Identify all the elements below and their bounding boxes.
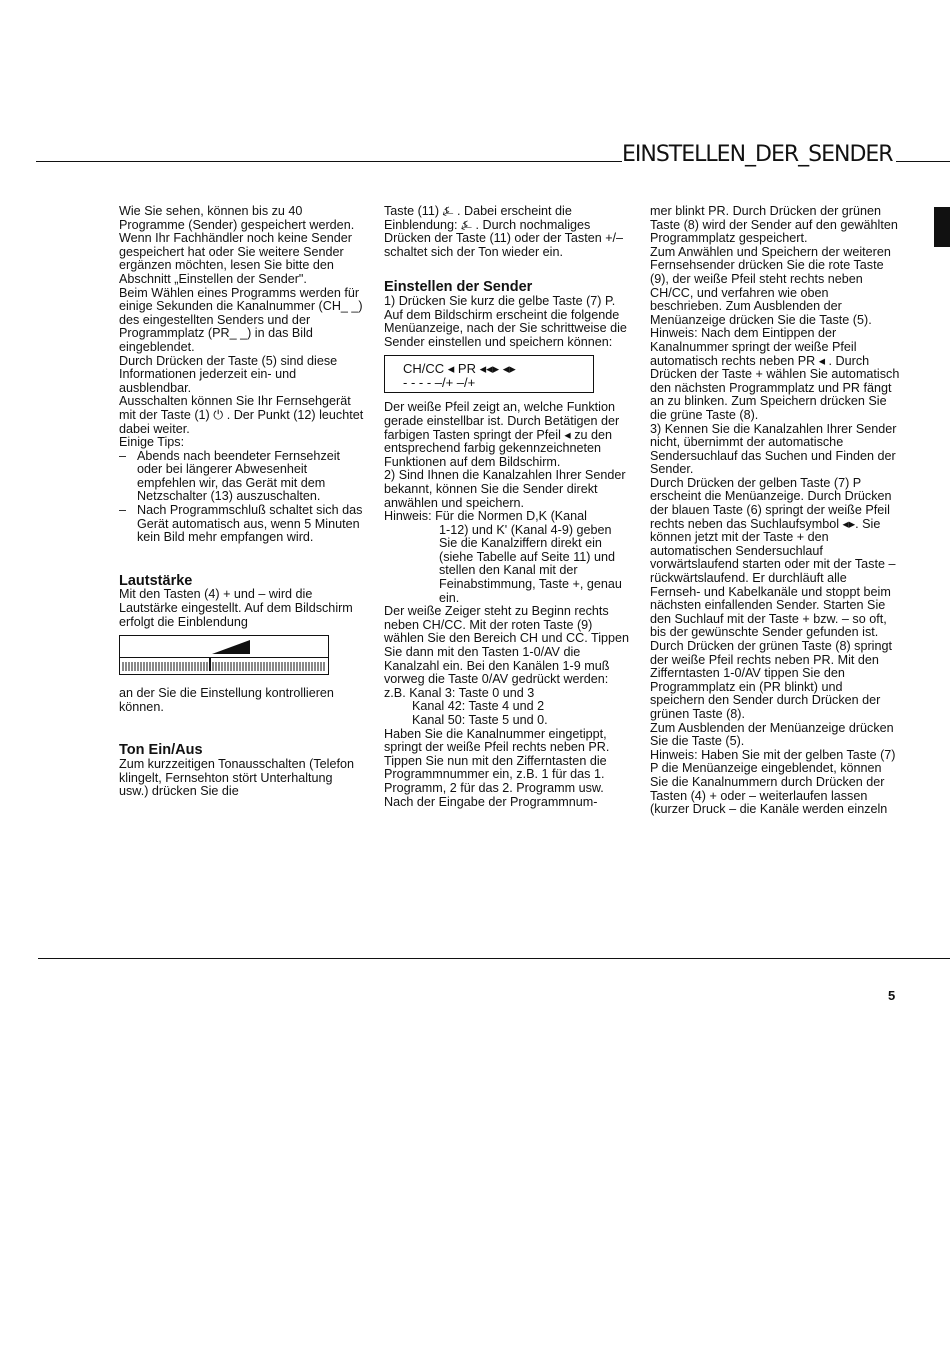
intro-paragraph: Wie Sie sehen, können bis zu 40 Programme (Sender) gespeichert werden. Wenn Ihr Fachhändler noch keine Sender gespeichert hat oder Sie weitere Sender ergänzen möchten, lesen Sie bitte den Abschnitt „Einstellen der Sender". <box>119 204 355 286</box>
hide-menu-paragraph: Zum Ausblenden der Menüanzeige drücken Sie die Taste (5). <box>650 720 894 749</box>
volume-heading: Lautstärke <box>119 572 193 589</box>
footer-rule <box>38 958 950 959</box>
power-off-paragraph: Ausschalten können Sie Ihr Fernsehgerät mit der Taste (1) ⏻ . Der Punkt (12) leuchtet dabei weiter. <box>119 394 364 436</box>
sound-paragraph: Zum kurzzeitigen Tonausschalten (Telefon klingelt, Fernsehton stört Unterhaltung usw.) drücken Sie die <box>119 757 354 799</box>
channel-display-paragraph: Beim Wählen eines Programms werden für einige Sekunden die Kanalnummer (CH_ _) des eingestellten Senders und der Programmplatz (PR_ _) in das Bild eingeblendet. <box>119 285 363 354</box>
more-stations-paragraph: Zum Anwählen und Speichern der weiteren Fernsehsender drücken Sie die rote Taste (9), der weiße Pfeil steht rechts neben CH/CC, und verfahren wie oben beschrieben. Zum Ausblenden der Menüanzeige drücken Sie die Taste (5). <box>650 244 891 327</box>
tuning-step2-paragraph: 2) Sind Ihnen die Kanalzahlen Ihrer Sender bekannt, können Sie die Sender direkt anwählen und speichern. <box>384 468 626 510</box>
dash-bullet: – <box>119 448 127 463</box>
store-search-paragraph: Durch Drücken der grünen Taste (8) springt der weiße Pfeil rechts neben PR. Mit den Zifferntasten 1-0/AV tippen Sie den Programmplatz ein (PR blinkt) und speichern den Sender durch Drücken der grünen Taste (8). <box>650 639 892 721</box>
example-line: z.B. Kanal 3: Taste 0 und 3 <box>384 685 535 700</box>
info-toggle-paragraph: Durch Drücken der Taste (5) sind diese Informationen jederzeit ein- und ausblendbar. <box>119 353 338 395</box>
tip-text: Nach Programmschluß schaltet sich das Gerät automatisch aus, wenn 5 Minuten kein Bild mehr empfangen wird. <box>137 503 363 545</box>
store-paragraph: mer blinkt PR. Durch Drücken der grünen Taste (8) wird der Sender auf den gewählten Programmplatz gespeichert. <box>650 204 898 246</box>
tips-label: Einige Tips: <box>119 435 185 450</box>
header-rule-left <box>36 161 622 162</box>
section-tab-marker <box>934 207 950 247</box>
volume-paragraph: Mit den Tasten (4) + und – wird die Lautstärke eingestellt. Auf dem Bildschirm erfolgt die Einblendung <box>119 587 353 629</box>
column-2 <box>384 205 630 809</box>
tuning-step1-paragraph: 1) Drücken Sie kurz die gelbe Taste (7) P. Auf dem Bildschirm erscheint die folgende Menüanzeige, nach der Sie schrittweise die Sender einstellen und speichern können: <box>384 293 627 349</box>
menu-display-figure <box>384 355 594 393</box>
column-3 <box>650 205 900 817</box>
tip-item <box>119 450 365 504</box>
tip-item <box>119 504 365 545</box>
mute-paragraph: Taste (11) ⍼ . Dabei erscheint die Einblendung: ⍼ . Durch nochmaliges Drücken der Taste (11) oder der Tasten +/– schaltet sich der Ton wieder ein. <box>384 204 624 259</box>
note-indented-text: 1-12) und K' (Kanal 4-9) geben Sie die Kanalziffern direkt ein (siehe Tabelle auf Seite 11) und stellen den Kanal mit der Feinabstimmung, Taste +, genau ein. <box>439 522 622 605</box>
column-1 <box>119 205 365 799</box>
tuning-heading: Einstellen der Sender <box>384 279 533 296</box>
example-line: Kanal 42: Taste 4 und 2 <box>412 699 545 714</box>
menu-display-line-1: CH/CC ◂ PR ◂◂▸ ◂▸ <box>403 361 516 377</box>
pointer-paragraph: Der weiße Zeiger steht zu Beginn rechts neben CH/CC. Mit der roten Taste (9) wählen Sie den Bereich CH und CC. Tippen Sie dann mit den Tasten 1-0/AV die Kanalzahl ein. Bei den Kanälen 1-9 muß vorweg die Taste 0/AV gedrückt werden: <box>384 604 630 687</box>
dash-bullet: – <box>119 503 127 518</box>
program-number-paragraph: Haben Sie die Kanalnummer eingetippt, springt der weiße Pfeil rechts neben PR. Tippen Sie nun mit den Zifferntasten die Programmnummer ein, z.B. 1 für das 1. Programm, 2 für das 2. Programm usw. <box>384 726 610 795</box>
auto-search-intro-paragraph: 3) Kennen Sie die Kanalzahlen Ihrer Sender nicht, übernimmt der automatische Sendersuchlauf das Suchen und Finden der Sender. <box>650 421 897 477</box>
note-label-line: Hinweis: Für die Normen D,K (Kanal <box>384 509 587 524</box>
page-number: 5 <box>888 988 896 1003</box>
search-paragraph: Durch Drücken der gelben Taste (7) P erscheint die Menüanzeige. Durch Drücken der blauen Taste (6) springt der weiße Pfeil rechts neben das Suchlaufsymbol ◂▸. Sie können jetzt mit der Taste + den automatischen Sendersuchlauf vorwärtslaufend starten oder mit der Taste – rückwärtslaufend. Er durchläuft alle Fernseh- und Kabelkanäle und stoppt beim nächsten einfallenden Sender. Starten Sie den Suchlauf mit der Taste + bzw. – so oft, bis der gewünschte Sender gefunden ist. <box>650 475 896 640</box>
volume-scale-bar <box>119 657 329 675</box>
volume-scale-ticks <box>120 657 328 674</box>
auto-pr-note-paragraph: Hinweis: Nach dem Eintippen der Kanalnummer springt der weiße Pfeil automatisch rechts neben PR ◂ . Durch Drücken der Taste + wählen Sie automatisch den nächsten Programmplatz und PR fängt an zu blinken. Zum Speichern drücken Sie die grüne Taste (8). <box>650 326 900 422</box>
header-rule-right <box>896 161 950 162</box>
menu-display-line-2: - - - - –/+ –/+ <box>403 375 476 391</box>
tip-text: Abends nach beendeter Fernsehzeit oder bei längerer Abwesenheit empfehlen wir, das Gerät mit dem Netzschalter (13) auszuschalten. <box>137 448 341 504</box>
continued-paragraph: Nach der Eingabe der Programmnum- <box>384 794 598 809</box>
example-line: Kanal 50: Taste 5 und 0. <box>412 713 548 727</box>
volume-display-figure <box>119 635 329 679</box>
sound-heading: Ton Ein/Aus <box>119 742 203 759</box>
channel-step-note-paragraph: Hinweis: Haben Sie mit der gelben Taste (7) P die Menüanzeige eingeblendet, können Sie die Kanalnummern durch Drücken der Tasten (4) + oder – weiterlaufen lassen (kurzer Druck – die Kanäle werden einzeln <box>650 747 896 817</box>
volume-display-top <box>119 635 329 658</box>
volume-wedge-icon <box>120 636 328 657</box>
volume-after-paragraph: an der Sie die Einstellung kontrollieren können. <box>119 686 334 714</box>
page-header-title: EINSTELLEN_DER_SENDER <box>622 142 893 167</box>
arrow-paragraph: Der weiße Pfeil zeigt an, welche Funktion gerade einstellbar ist. Durch Betätigen der farbigen Tasten springt der Pfeil ◂ zu den entsprechend farbig gekennzeichneten Funktionen auf dem Bildschirm. <box>384 400 620 469</box>
